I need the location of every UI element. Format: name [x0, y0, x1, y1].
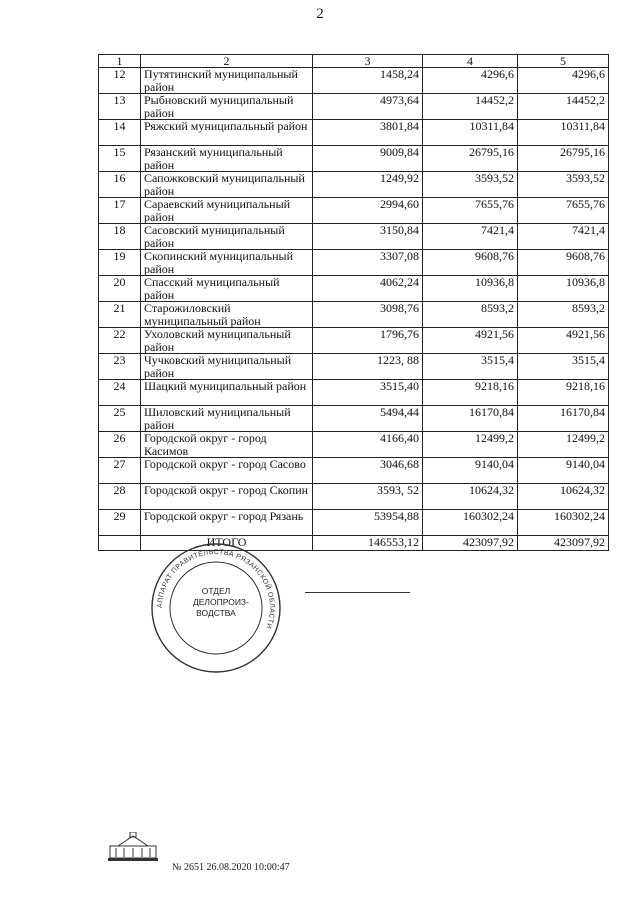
amount-col5-cell: 14452,2: [518, 94, 609, 120]
amount-col5-cell: 26795,16: [518, 146, 609, 172]
amount-col5-cell: 9218,16: [518, 380, 609, 406]
amount-col3-cell: 9009,84: [313, 146, 423, 172]
table-header-row: [99, 55, 609, 68]
total-col5-cell: 423097,92: [518, 536, 609, 551]
header-cell: 2: [141, 55, 313, 68]
table-row: [99, 328, 609, 354]
amount-col4-cell: 10624,32: [423, 484, 518, 510]
amount-col4-cell: 14452,2: [423, 94, 518, 120]
header-cell: 5: [518, 55, 609, 68]
district-name-cell: Городской округ - город Скопин: [141, 484, 313, 510]
amount-col3-cell: 53954,88: [313, 510, 423, 536]
total-col4-cell: 423097,92: [423, 536, 518, 551]
total-label-cell: ИТОГО: [141, 536, 313, 551]
table-row: [99, 224, 609, 250]
amount-col5-cell: 9140,04: [518, 458, 609, 484]
table-row: [99, 198, 609, 224]
amount-col4-cell: 10936,8: [423, 276, 518, 302]
registration-number: № 2651 26.08.2020 10:00:47: [172, 862, 290, 873]
header-cell: 3: [313, 55, 423, 68]
registration-building-icon: [108, 832, 158, 864]
row-number-cell: 22: [99, 328, 141, 354]
amount-col3-cell: 3801,84: [313, 120, 423, 146]
total-col3-cell: 146553,12: [313, 536, 423, 551]
row-number-cell: 28: [99, 484, 141, 510]
amount-col3-cell: 2994,60: [313, 198, 423, 224]
row-number-cell: 17: [99, 198, 141, 224]
row-number-cell: 20: [99, 276, 141, 302]
amount-col3-cell: 4062,24: [313, 276, 423, 302]
district-name-cell: Сараевский муниципальный район: [141, 198, 313, 224]
district-name-cell: Городской округ - город Сасово: [141, 458, 313, 484]
district-name-cell: Шиловский муниципальный район: [141, 406, 313, 432]
page-number: 2: [316, 6, 324, 22]
row-number-cell: 18: [99, 224, 141, 250]
row-number-cell: 15: [99, 146, 141, 172]
header-cell: 1: [99, 55, 141, 68]
row-number-cell: 29: [99, 510, 141, 536]
amount-col5-cell: 3593,52: [518, 172, 609, 198]
seal-ring-text: АППАРАТ ПРАВИТЕЛЬСТВА РЯЗАНСКОЙ ОБЛАСТИ: [156, 548, 276, 630]
district-name-cell: Рязанский муниципальный район: [141, 146, 313, 172]
amount-col3-cell: 5494,44: [313, 406, 423, 432]
row-number-cell: 13: [99, 94, 141, 120]
district-name-cell: Чучковский муниципальный район: [141, 354, 313, 380]
amount-col4-cell: 160302,24: [423, 510, 518, 536]
amount-col4-cell: 8593,2: [423, 302, 518, 328]
amount-col4-cell: 4296,6: [423, 68, 518, 94]
table-row: [99, 406, 609, 432]
amount-col4-cell: 9140,04: [423, 458, 518, 484]
district-name-cell: Городской округ - город Рязань: [141, 510, 313, 536]
table-row: [99, 432, 609, 458]
amount-col5-cell: 10936,8: [518, 276, 609, 302]
table-row: [99, 68, 609, 94]
allocation-table: [98, 54, 609, 551]
district-name-cell: Ряжский муниципальный район: [141, 120, 313, 146]
row-number-cell: 24: [99, 380, 141, 406]
table-row: [99, 380, 609, 406]
row-number-cell: 25: [99, 406, 141, 432]
table-row: [99, 302, 609, 328]
district-name-cell: Шацкий муниципальный район: [141, 380, 313, 406]
amount-col5-cell: 10311,84: [518, 120, 609, 146]
row-number-cell: 21: [99, 302, 141, 328]
amount-col3-cell: 4166,40: [313, 432, 423, 458]
row-number-cell: 27: [99, 458, 141, 484]
district-name-cell: Скопинский муниципальный район: [141, 250, 313, 276]
seal-center-text: [193, 586, 249, 619]
amount-col4-cell: 4921,56: [423, 328, 518, 354]
district-name-cell: Сасовский муниципальный район: [141, 224, 313, 250]
amount-col5-cell: 16170,84: [518, 406, 609, 432]
amount-col5-cell: 9608,76: [518, 250, 609, 276]
amount-col5-cell: 4296,6: [518, 68, 609, 94]
district-name-cell: Ухоловский муниципальный район: [141, 328, 313, 354]
amount-col5-cell: 3515,4: [518, 354, 609, 380]
table-row: [99, 276, 609, 302]
row-number-cell: 23: [99, 354, 141, 380]
amount-col3-cell: 3046,68: [313, 458, 423, 484]
amount-col4-cell: 26795,16: [423, 146, 518, 172]
amount-col4-cell: 12499,2: [423, 432, 518, 458]
amount-col3-cell: 3150,84: [313, 224, 423, 250]
table-row: [99, 250, 609, 276]
amount-col5-cell: 8593,2: [518, 302, 609, 328]
amount-col4-cell: 3593,52: [423, 172, 518, 198]
district-name-cell: Старожиловский муниципальный район: [141, 302, 313, 328]
seal-line: ДЕЛОПРОИЗ-: [193, 597, 249, 607]
table-row: [99, 354, 609, 380]
amount-col3-cell: 1796,76: [313, 328, 423, 354]
amount-col5-cell: 7421,4: [518, 224, 609, 250]
amount-col4-cell: 7655,76: [423, 198, 518, 224]
district-name-cell: Спасский муниципальный район: [141, 276, 313, 302]
amount-col3-cell: 1223, 88: [313, 354, 423, 380]
amount-col3-cell: 1458,24: [313, 68, 423, 94]
amount-col4-cell: 3515,4: [423, 354, 518, 380]
amount-col5-cell: 4921,56: [518, 328, 609, 354]
amount-col3-cell: 3515,40: [313, 380, 423, 406]
row-number-cell: 16: [99, 172, 141, 198]
seal-line: ВОДСТВА: [196, 608, 236, 618]
table-row: [99, 510, 609, 536]
amount-col4-cell: 9218,16: [423, 380, 518, 406]
amount-col4-cell: 7421,4: [423, 224, 518, 250]
table-row: [99, 94, 609, 120]
row-number-cell: 14: [99, 120, 141, 146]
signature-line: [305, 592, 410, 593]
table-row: [99, 484, 609, 510]
amount-col5-cell: 7655,76: [518, 198, 609, 224]
table-row: [99, 172, 609, 198]
amount-col4-cell: 9608,76: [423, 250, 518, 276]
district-name-cell: Рыбновский муниципальный район: [141, 94, 313, 120]
amount-col5-cell: 12499,2: [518, 432, 609, 458]
amount-col3-cell: 3307,08: [313, 250, 423, 276]
amount-col4-cell: 10311,84: [423, 120, 518, 146]
amount-col5-cell: 160302,24: [518, 510, 609, 536]
amount-col3-cell: 3098,76: [313, 302, 423, 328]
amount-col3-cell: 3593, 52: [313, 484, 423, 510]
row-number-cell: 12: [99, 68, 141, 94]
row-number-cell: 26: [99, 432, 141, 458]
table-row: [99, 458, 609, 484]
amount-col3-cell: 4973,64: [313, 94, 423, 120]
district-name-cell: Путятинский муниципальный район: [141, 68, 313, 94]
amount-col4-cell: 16170,84: [423, 406, 518, 432]
row-number-cell: 19: [99, 250, 141, 276]
district-name-cell: Сапожковский муниципальный район: [141, 172, 313, 198]
amount-col5-cell: 10624,32: [518, 484, 609, 510]
table-row: [99, 120, 609, 146]
seal-line: ОТДЕЛ: [201, 586, 231, 596]
district-name-cell: Городской округ - город Касимов: [141, 432, 313, 458]
total-blank-cell: [99, 536, 141, 551]
amount-col3-cell: 1249,92: [313, 172, 423, 198]
header-cell: 4: [423, 55, 518, 68]
table-row: [99, 146, 609, 172]
